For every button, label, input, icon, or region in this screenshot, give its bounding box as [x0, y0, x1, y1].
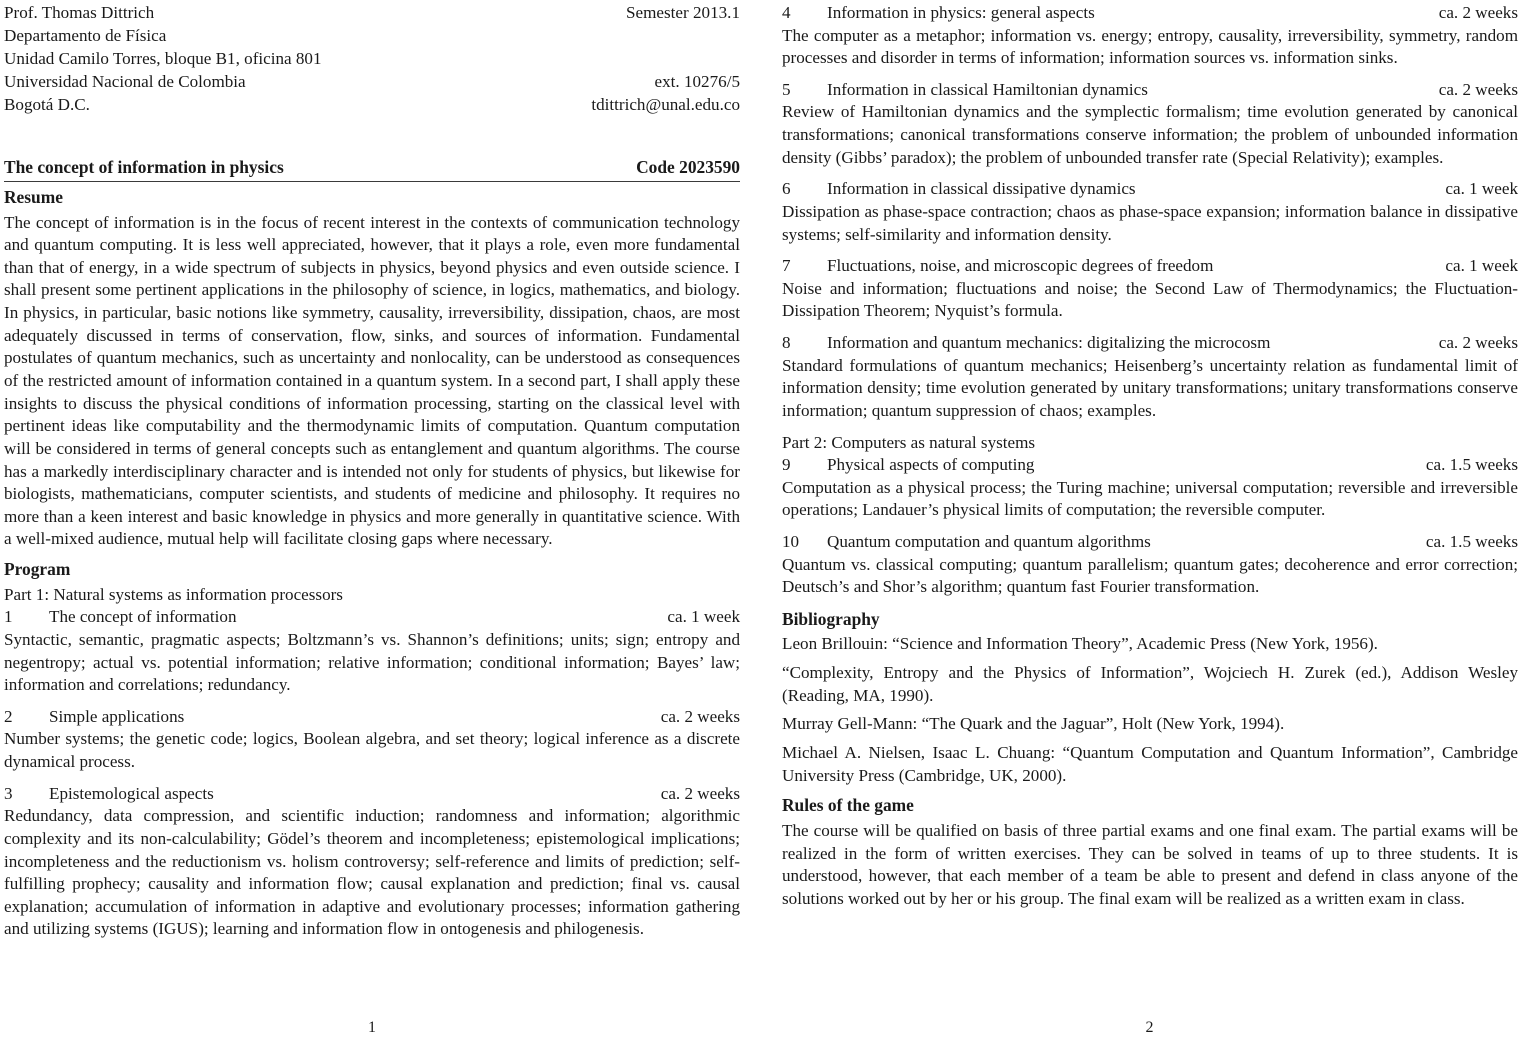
letterhead-row: [4, 2, 740, 25]
program-item: [782, 255, 1518, 323]
program-item-head: [782, 79, 1518, 102]
program-heading: Program: [4, 559, 71, 580]
program-item-number: 8: [782, 333, 791, 353]
program-item-duration: ca. 1.5 weeks: [1425, 531, 1518, 551]
program-item: [4, 783, 740, 941]
program-item-description: Standard formulations of quantum mechanics; Heisenberg’s uncertainty relation as fundamental limit of information density; time evolution generated by unitary transformations; unitary transformations conserve information; quantum suppression of chaos; examples.: [782, 355, 1518, 420]
letterhead-row: [4, 71, 740, 94]
program-item-duration: ca. 2 weeks: [1438, 333, 1518, 353]
email-address[interactable]: tdittrich@unal.edu.co: [591, 94, 740, 114]
program-item-description: Syntactic, semantic, pragmatic aspects; Boltzmann’s vs. Shannon’s definitions; units; sign; entropy and negentropy; actual vs. potential information; relative information; conditional information; Bayes’ law; information and correlations; redundancy.: [4, 629, 740, 695]
page-number: 2: [1145, 1019, 1154, 1036]
program-item-title: Information in classical dissipative dynamics: [827, 179, 1136, 199]
program-item-number: 5: [782, 79, 791, 99]
page-number: 1: [368, 1019, 376, 1036]
program-item: [782, 79, 1518, 169]
program-item-duration: ca. 1.5 weeks: [1425, 455, 1518, 475]
program-item-description: Number systems; the genetic code; logics, Boolean algebra, and set theory; logical inference as a discrete dynamical process.: [4, 729, 740, 772]
program-item: [782, 2, 1518, 70]
program-item: [782, 531, 1518, 599]
course-title-bar: [4, 156, 740, 182]
phone-extension: ext. 10276/5: [654, 71, 740, 91]
program-item-head: [4, 706, 740, 729]
program-part-1-label: Part 1: Natural systems as information processors: [4, 584, 343, 604]
program-item: [4, 706, 740, 774]
program-item-head: [782, 531, 1518, 554]
resume-paragraph: The concept of information is in the focus of recent interest in the contexts of communication technology and quantum computing. It is less well appreciated, however, that it plays a role, even more fundamental than that of energy, in a wide spectrum of subjects in physics, beyond physics and even outside science. I shall present some pertinent applications in the philosophy of science, in logics, mathematics, and biology. In physics, in particular, basic notions like symmetry, causality, irreversibility, dissipation, chaos, are most adequately discussed in terms of conservation, flow, sinks, and sources of information. Fundamental postulates of quantum mechanics, such as uncertainty and nonlocality, can be understood as consequences of the restricted amount of information contained in a quantum system. In a second part, I shall apply these insights to discuss the physical conditions of information processing, starting on the classical level with pertinent ideas like computability and the thermodynamic limits of computation. Quantum computation will be considered in terms of general concepts such as entanglement and quantum algorithms. The course has a markedly interdisciplinary character and is intended not only for students of physics, but likewise for biologists, mathematicians, computer scientists, and students of medicine and philosophy. It requires no more than a keen interest and basic knowledge in physics and more generally in quantitative science. With a well-mixed audience, mutual help will facilitate closing gaps where necessary.: [4, 212, 740, 549]
program-item-duration: ca. 2 weeks: [660, 706, 740, 726]
bibliography-entry: Murray Gell-Mann: “The Quark and the Jaguar”, Holt (New York, 1994).: [782, 714, 1285, 734]
program-item-head: [782, 255, 1518, 278]
program-item-description: Dissipation as phase-space contraction; chaos as phase-space expansion; information balance in dissipative systems; self-similarity and information density.: [782, 201, 1518, 244]
rules-heading: Rules of the game: [782, 795, 914, 816]
bibliography-entry: Leon Brillouin: “Science and Information Theory”, Academic Press (New York, 1956).: [782, 634, 1378, 654]
program-item-title: The concept of information: [49, 607, 237, 627]
program-item-title: Quantum computation and quantum algorithms: [827, 531, 1151, 551]
course-code: Code 2023590: [636, 156, 740, 177]
program-item: [782, 332, 1518, 422]
program-item-head: [4, 606, 740, 629]
professor-name: Prof. Thomas Dittrich: [4, 3, 155, 22]
program-item-head: [782, 2, 1518, 25]
program-item-description: Noise and information; fluctuations and noise; the Second Law of Thermodynamics; the Fluctuation-Dissipation Theorem; Nyquist’s formula.: [782, 278, 1518, 321]
program-item-number: 1: [4, 607, 13, 627]
program-item: [4, 606, 740, 696]
program-item-description: Redundancy, data compression, and scientific induction; randomness and information; algorithmic complexity and its non-calculability; Gödel’s theorem and incompleteness; epistemological implications; incompleteness and the reductionism vs. holism controversy; self-reference and limits of prediction; self-fulfilling prophecy; causality and information flow; causal explanation and prediction; final vs. causal explanation; accumulation of information in adaptive and evolutionary processes; information gathering and utilizing systems (IGUS); learning and information flow in ontogenesis and philogenesis.: [4, 806, 740, 939]
semester-label: Semester 2013.1: [626, 3, 740, 22]
bibliography-entry: “Complexity, Entropy and the Physics of Information”, Wojciech H. Zurek (ed.), Addison Wesley (Reading, MA, 1990).: [782, 663, 1518, 705]
program-item-title: Information in physics: general aspects: [827, 3, 1095, 22]
program-item-description: Review of Hamiltonian dynamics and the symplectic formalism; time evolution generated by canonical transformations; canonical transformations conserve information; the problem of unbounded information density (Gibbs’ paradox); the problem of unbounded transfer rate (Special Relativity); examples.: [782, 102, 1518, 167]
letterhead-row: [4, 48, 740, 71]
program-item-duration: ca. 2 weeks: [660, 783, 740, 803]
program-item-title: Simple applications: [49, 706, 185, 726]
program-item-number: 6: [782, 179, 791, 199]
program-item-title: Fluctuations, noise, and microscopic degrees of freedom: [827, 256, 1214, 276]
program-item-title: Information in classical Hamiltonian dynamics: [827, 79, 1148, 99]
program-item-number: 10: [782, 531, 800, 551]
program-item-duration: ca. 1 week: [1445, 256, 1518, 276]
program-item-number: 9: [782, 455, 791, 475]
program-item-duration: ca. 2 weeks: [1438, 79, 1518, 99]
resume-heading: Resume: [4, 186, 63, 207]
program-item: [782, 178, 1518, 246]
letterhead-row: [4, 94, 740, 117]
program-item-number: 3: [4, 783, 13, 803]
program-item-head: [782, 178, 1518, 201]
bibliography-heading: Bibliography: [782, 608, 880, 629]
course-title: The concept of information in physics: [4, 156, 284, 177]
program-item-number: 2: [4, 706, 13, 726]
program-item: [782, 454, 1518, 522]
program-item-description: Quantum vs. classical computing; quantum parallelism; quantum gates; decoherence and error correction; Deutsch’s and Shor’s algorithm; quantum fast Fourier transformation.: [782, 554, 1518, 597]
program-part-2-label: Part 2: Computers as natural systems: [782, 432, 1036, 452]
program-item-duration: ca. 1 week: [667, 607, 740, 627]
city-name: Bogotá D.C.: [4, 94, 90, 114]
program-item-duration: ca. 1 week: [1445, 179, 1518, 199]
rules-paragraph: The course will be qualified on basis of three partial exams and one final exam. The partial exams will be realized in the form of written exercises. They can be solved in teams of up to three students. It is understood, however, that each member of a team be able to present and defend in class anyone of the solutions worked out by her or his group. The final exam will be realized as a written exam in class.: [782, 820, 1518, 908]
program-item-head: [4, 783, 740, 806]
letterhead-row: [4, 25, 740, 48]
bibliography-entry: Michael A. Nielsen, Isaac L. Chuang: “Quantum Computation and Quantum Information”, Cambridge University Press (Cambridge, UK, 2000).: [782, 743, 1518, 785]
department-name: Departamento de Física: [4, 25, 167, 45]
program-item-description: Computation as a physical process; the Turing machine; universal computation; reversible and irreversible operations; Landauer’s physical limits of computation; the reversible computer.: [782, 477, 1518, 520]
program-item-number: 7: [782, 256, 791, 276]
program-item-title: Physical aspects of computing: [827, 455, 1035, 475]
page-2: [775, 0, 1524, 1049]
university-name: Universidad Nacional de Colombia: [4, 71, 246, 91]
program-item-head: [782, 332, 1518, 355]
program-item-number: 4: [782, 3, 791, 22]
program-item-duration: ca. 2 weeks: [1438, 3, 1518, 22]
program-item-title: Information and quantum mechanics: digitalizing the microcosm: [827, 333, 1271, 353]
program-item-description: The computer as a metaphor; information vs. energy; entropy, causality, irreversibility, symmetry, random processes and disorder in terms of information; information sources vs. information sinks.: [782, 25, 1518, 68]
program-item-title: Epistemological aspects: [49, 783, 214, 803]
letterhead: [4, 2, 740, 117]
program-item-head: [782, 454, 1518, 477]
office-address: Unidad Camilo Torres, bloque B1, oficina 801: [4, 48, 322, 68]
